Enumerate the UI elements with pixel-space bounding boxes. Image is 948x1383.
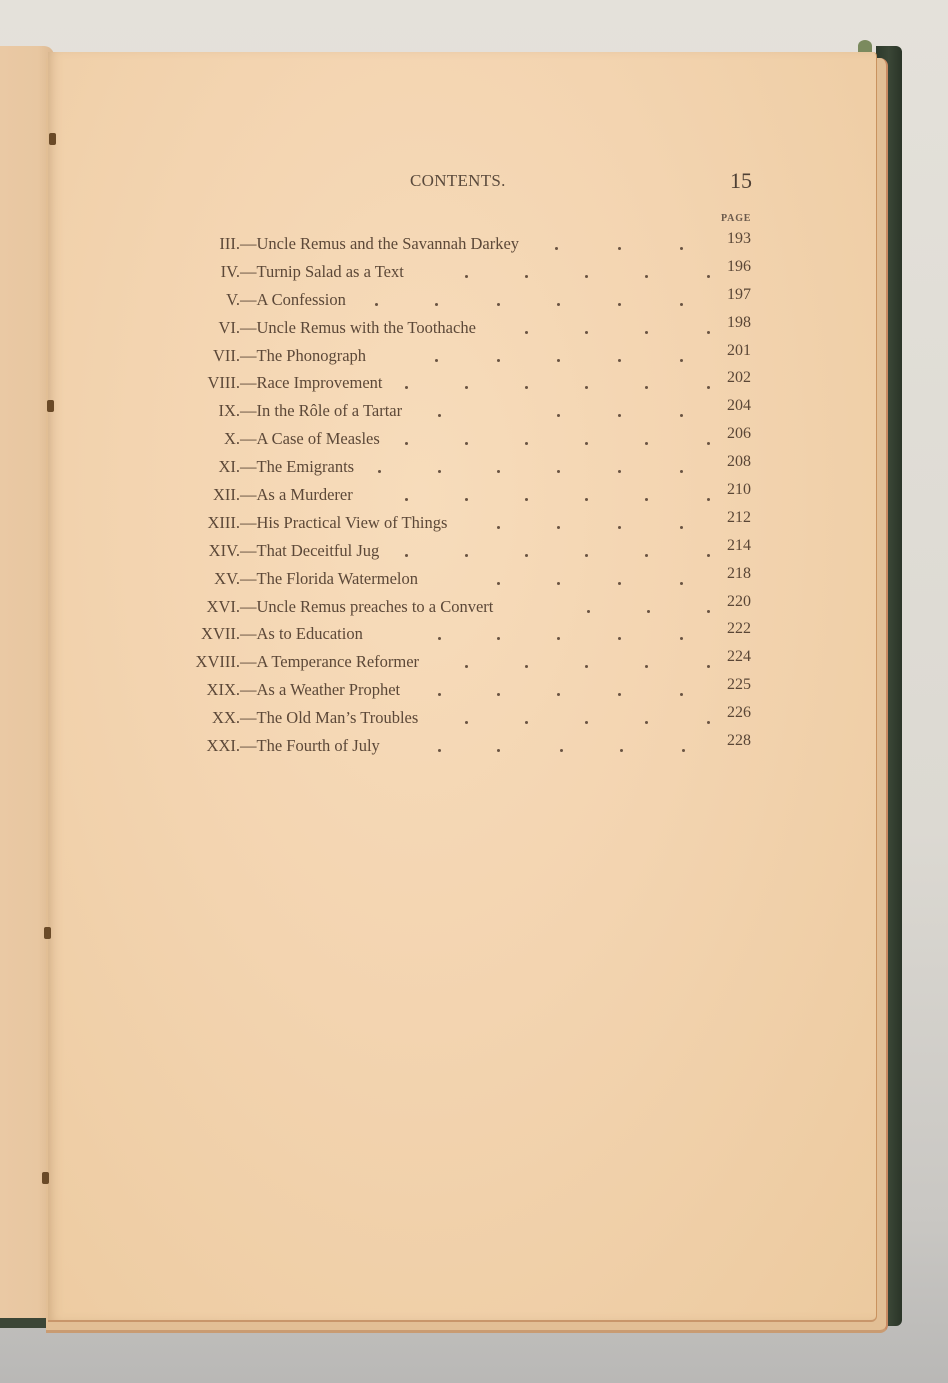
chapter-title: —The Emigrants bbox=[240, 457, 355, 477]
chapter-page-number: 218 bbox=[727, 564, 751, 582]
chapter-title: —That Deceitful Jug bbox=[240, 540, 380, 560]
chapter-numeral: V. bbox=[226, 289, 240, 309]
chapter-page-number: 204 bbox=[727, 397, 751, 415]
chapter-numeral: XVI. bbox=[206, 596, 240, 616]
page-column-label: PAGE bbox=[721, 213, 752, 224]
chapter-page-number: 202 bbox=[727, 369, 751, 387]
binding-stitch bbox=[44, 927, 51, 939]
chapter-numeral: XV. bbox=[214, 568, 240, 588]
chapter-numeral: VIII. bbox=[207, 373, 240, 393]
chapter-title: —As a Weather Prophet bbox=[240, 680, 401, 700]
chapter-page-number: 206 bbox=[727, 425, 751, 443]
toc-entry bbox=[160, 508, 780, 541]
chapter-numeral: IX. bbox=[218, 401, 240, 421]
toc-entry bbox=[160, 257, 780, 290]
chapter-page-number: 201 bbox=[727, 341, 751, 359]
chapter-page-number: 193 bbox=[727, 230, 751, 247]
chapter-numeral: XI. bbox=[218, 457, 240, 477]
toc-entry bbox=[160, 341, 780, 374]
chapter-title: —In the Rôle of a Tartar bbox=[240, 401, 403, 421]
toc-entry bbox=[160, 732, 780, 764]
page-number: 15 bbox=[730, 168, 752, 193]
book-cover-corner bbox=[858, 40, 872, 52]
toc-entry bbox=[160, 313, 780, 346]
chapter-numeral: VI. bbox=[218, 317, 240, 337]
chapter-title: —As to Education bbox=[240, 624, 363, 644]
chapter-page-number: 196 bbox=[727, 257, 751, 275]
toc-entry bbox=[160, 397, 780, 429]
chapter-numeral: XXI. bbox=[206, 736, 240, 756]
binding-stitch bbox=[49, 133, 56, 145]
toc-entry bbox=[160, 648, 780, 680]
chapter-page-number: 214 bbox=[727, 536, 751, 554]
binding-stitch bbox=[47, 400, 54, 412]
chapter-title: —Uncle Remus with the Toothache bbox=[240, 317, 476, 337]
chapter-page-number: 226 bbox=[727, 704, 751, 722]
chapter-title: —A Temperance Reformer bbox=[240, 652, 420, 672]
chapter-numeral: X. bbox=[223, 429, 240, 449]
chapter-page-number: 212 bbox=[727, 508, 751, 526]
toc-entry bbox=[160, 564, 780, 597]
chapter-title: —Turnip Salad as a Text bbox=[240, 261, 404, 281]
chapter-numeral: XIX. bbox=[206, 680, 240, 700]
chapter-title: —The Florida Watermelon bbox=[240, 568, 418, 588]
table-of-contents bbox=[160, 230, 780, 764]
toc-entry bbox=[160, 425, 780, 457]
chapter-title: —The Fourth of July bbox=[240, 736, 380, 756]
chapter-numeral: IV. bbox=[220, 261, 240, 281]
chapter-numeral: XIV. bbox=[208, 540, 240, 560]
chapter-page-number: 208 bbox=[727, 453, 751, 471]
toc-entry bbox=[160, 230, 780, 262]
toc-entry bbox=[160, 536, 780, 569]
toc-entry bbox=[160, 676, 780, 708]
chapter-numeral: XVIII. bbox=[195, 652, 240, 672]
chapter-numeral: XIII. bbox=[207, 512, 240, 532]
toc-entry bbox=[160, 453, 780, 485]
chapter-numeral: XX. bbox=[212, 708, 240, 728]
chapter-title: —The Phonograph bbox=[240, 345, 367, 365]
chapter-title: —A Confession bbox=[240, 289, 346, 309]
chapter-title: —As a Murderer bbox=[240, 485, 353, 505]
chapter-title: —Uncle Remus preaches to a Convert bbox=[240, 596, 494, 616]
chapter-page-number: 198 bbox=[727, 313, 751, 331]
running-header-title: CONTENTS. bbox=[410, 171, 506, 190]
chapter-numeral: XII. bbox=[212, 485, 240, 505]
chapter-page-number: 197 bbox=[727, 285, 751, 303]
chapter-page-number: 220 bbox=[727, 592, 751, 610]
toc-entry bbox=[160, 481, 780, 513]
chapter-page-number: 224 bbox=[727, 648, 751, 666]
chapter-title: —Race Improvement bbox=[240, 373, 383, 393]
chapter-title: —His Practical View of Things bbox=[240, 512, 448, 532]
chapter-title: —Uncle Remus and the Savannah Darkey bbox=[240, 234, 520, 253]
chapter-page-number: 225 bbox=[727, 676, 751, 694]
chapter-numeral: XVII. bbox=[201, 624, 240, 644]
chapter-title: —A Case of Measles bbox=[240, 429, 380, 449]
toc-entry bbox=[160, 369, 780, 401]
chapter-numeral: III. bbox=[219, 234, 240, 253]
toc-entry bbox=[160, 285, 780, 318]
chapter-page-number: 222 bbox=[727, 620, 751, 638]
toc-entry bbox=[160, 620, 780, 652]
chapter-numeral: VII. bbox=[212, 345, 240, 365]
toc-entry bbox=[160, 592, 780, 625]
chapter-page-number: 210 bbox=[727, 481, 751, 499]
binding-stitch bbox=[42, 1172, 49, 1184]
chapter-page-number: 228 bbox=[727, 732, 751, 750]
chapter-title: —The Old Man’s Troubles bbox=[240, 708, 419, 728]
toc-entry bbox=[160, 704, 780, 736]
